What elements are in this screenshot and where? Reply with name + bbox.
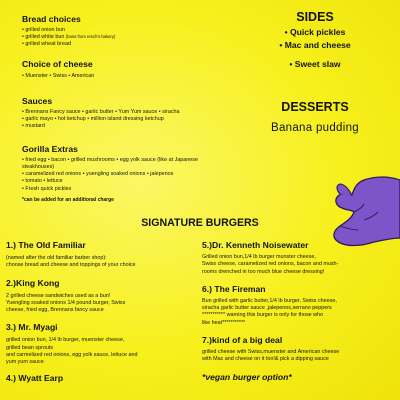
sauces-list: • Brennans Fancy sauce • garlic butter • Yum Yum sauce • siracha [22, 109, 180, 115]
burger-name: 1.) The Old Familiar [6, 240, 86, 250]
sauce-item: Brennans Fancy sauce [25, 109, 81, 115]
burger-description: grilled onion bun, 1/4 lb burger, muenster cheese, grilled bean sprouts and carmelized red onions, egg yolk sauce, lettuce and yum yum sauce [6, 337, 138, 366]
burger-name: 7.)kind of a big deal [202, 335, 283, 346]
burger-name: 2.)King Kong [6, 277, 60, 288]
sauces-section [22, 96, 222, 130]
cheese-list: • Muenster • Swiss • American [22, 73, 95, 79]
cheese-title: Choice of cheese [22, 59, 93, 69]
extra-item: lettuce [46, 178, 63, 185]
extra-item: bacon [51, 157, 66, 163]
bread-item-label: grilled white bun [25, 34, 65, 41]
extra-item: egg yolk sauce (like at Japanese steakhouses) [22, 157, 198, 171]
bread-item [22, 34, 202, 41]
burgers-right-column [202, 240, 396, 382]
desserts-title: DESSERTS [281, 100, 349, 114]
burger-description: Grilled onion bun,1/4 lb burger munster cheese, Swiss cheese, caramelized red onions, bacon and mush- rooms drenched in too much blue cheese dressing! [202, 254, 339, 275]
dessert-item: Banana pudding [271, 122, 359, 134]
burger-description: grilled cheese with Swiss,muenster and American cheese with Mac and cheese on it too!& pick a dipping sauce [202, 349, 340, 363]
sauce-item: garlic mayo [25, 116, 53, 123]
burger-description: (named after the old familiar barber shop): choose bread and cheese and toppings of your choice [6, 255, 136, 269]
extras-list: • caramelized red onions • yuengling soaked onions • jalepenos [22, 171, 174, 178]
burger-name: 4.) Wyatt Earp [6, 372, 64, 383]
sauce-item: million island dressing ketchup [90, 116, 164, 123]
sauces-title: Sauces [22, 96, 53, 106]
extras-list: • tomato • lettuce [22, 178, 63, 185]
sides-title: SIDES [296, 10, 334, 24]
burger-description: 2 grilled cheese sandwiches used as a bun! Yuengling soaked onions 1/4 pound burger, Swiss cheese, fried egg, Brennans fancy sauce [6, 292, 126, 314]
cheese-item: Muenster [25, 73, 48, 79]
bread-section [22, 14, 202, 48]
extra-item: caramelized red onions [25, 171, 82, 178]
sauce-item: mustard [25, 123, 45, 130]
extra-item: tomato [25, 178, 42, 185]
bread-title: Bread choices [22, 14, 81, 24]
sauces-list: • garlic mayo • hot ketchup • million island dressing ketchup [22, 116, 164, 123]
signature-title: SIGNATURE BURGERS [141, 217, 259, 229]
extra-item: yuengling soaked onions [86, 171, 146, 178]
bread-item: • grilled wheat bread [22, 41, 202, 48]
extras-list: • fried egg • bacon • grilled mushrooms • egg yolk sauce (like at Japanese steakhouses) [22, 157, 198, 171]
cheese-item: Swiss [52, 73, 67, 79]
extra-item: jalepenos [150, 171, 174, 178]
bread-note: (buns from resch's bakery) [65, 34, 116, 40]
burgers-left-column [6, 240, 196, 383]
side-item: • Quick pickles [240, 26, 390, 39]
extra-item: fried egg [25, 157, 47, 163]
burger-description: Bun grilled with garlic butter,1/4 lb burger, Swiss cheese, siracha garlic butter sauce ,jalepenos,serrano peppers *********** warning this burger is only for those who like heat*********** [202, 297, 337, 326]
cheese-item: American [71, 73, 95, 79]
extras-list: • Fresh quick pickles [22, 185, 72, 192]
burger-name: 6.) The Fireman [202, 283, 266, 294]
side-item: • Mac and cheese [240, 39, 390, 52]
sauces-list: • mustard [22, 123, 45, 130]
bread-item: • grilled onion bun [22, 27, 202, 34]
sauce-item: hot ketchup [57, 116, 86, 123]
sides-section [240, 10, 390, 71]
side-item: • Sweet slaw [240, 58, 390, 71]
cheese-section [22, 59, 202, 80]
extra-item: grilled mushrooms [70, 157, 115, 163]
extra-item: Fresh quick pickles [25, 185, 72, 192]
extras-section [22, 144, 222, 203]
sauce-item: siracha [162, 109, 180, 115]
burger-name: 5.)Dr. Kenneth Noisewater [202, 240, 309, 250]
extras-note: *can be added for an additional charge [22, 196, 114, 203]
burger-name: *vegan burger option* [202, 371, 292, 382]
sauce-item: garlic butter [85, 109, 114, 115]
burger-name: 3.) Mr. Myagi [6, 322, 58, 333]
extras-title: Gorilla Extras [22, 144, 78, 154]
sauce-item: Yum Yum sauce [118, 109, 158, 115]
desserts-section [240, 100, 390, 134]
